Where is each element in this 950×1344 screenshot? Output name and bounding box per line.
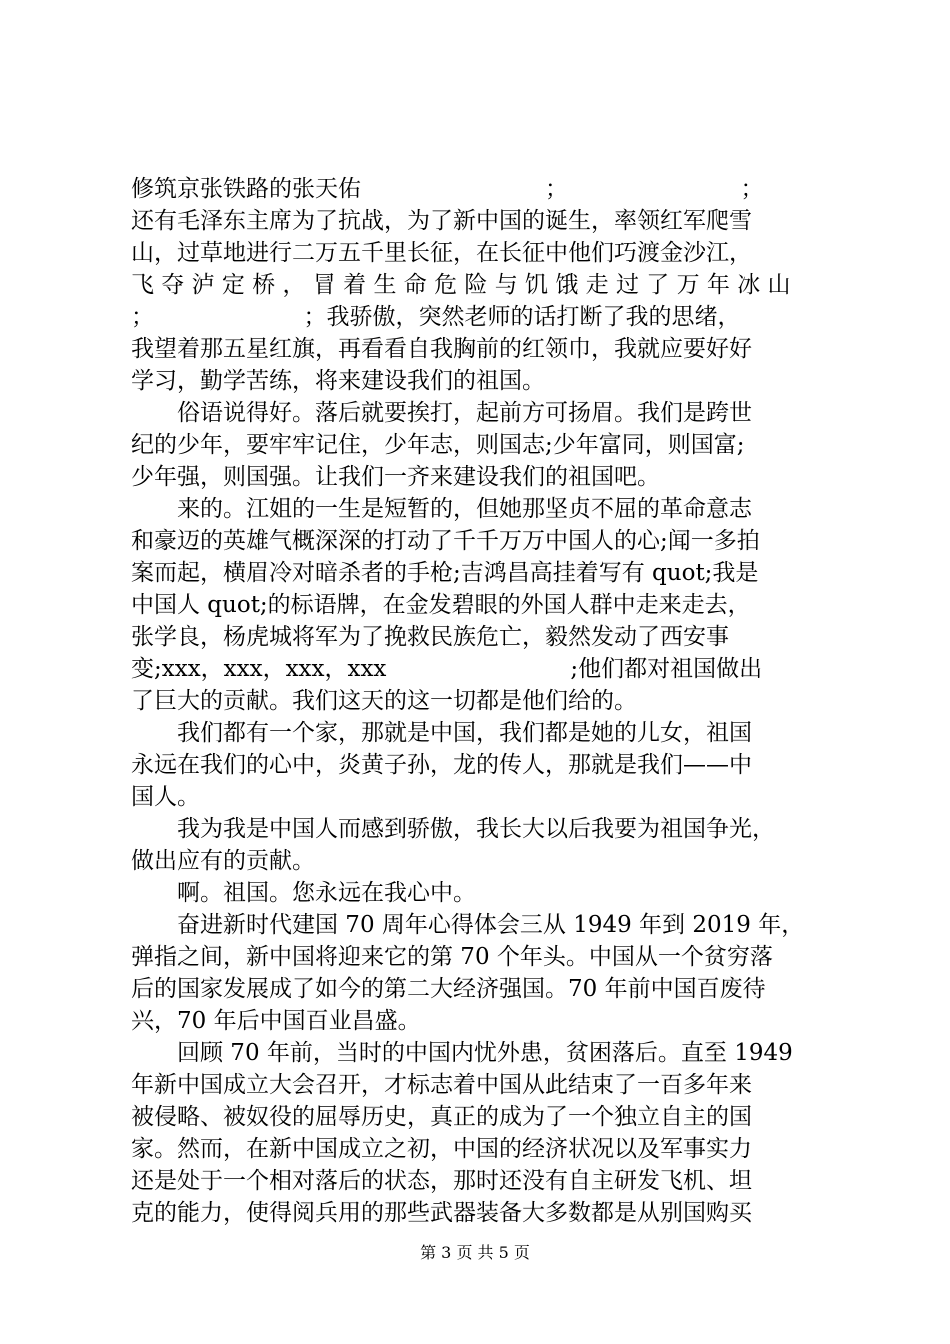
text-line: 飞 夺 泸 定 桥 ， 冒 着 生 命 危 险 与 饥 饿 走 过 了 万 年 冰 山 <box>131 272 791 298</box>
text-line: 被侵略、被奴役的屈辱历史，真正的成为了一个独立自主的国 <box>131 1104 752 1130</box>
text-line: 张学良，杨虎城将军为了挽救民族危亡，毅然发动了西安事 <box>131 624 729 650</box>
text-line: 家。然而，在新中国成立之初，中国的经济状况以及军事实力 <box>131 1136 752 1162</box>
text-line: 少年强，则国强。让我们一齐来建设我们的祖国吧。 <box>131 464 660 490</box>
text-line: 学习，勤学苦练，将来建设我们的祖国。 <box>131 368 545 394</box>
paragraph-first-line: 我为我是中国人而感到骄傲，我长大以后我要为祖国争光， <box>177 816 775 842</box>
text-line: 弹指之间，新中国将迎来它的第 70 个年头。中国从一个贫穷落 <box>131 944 773 970</box>
paragraph-first-line: 奋进新时代建国 70 周年心得体会三从 1949 年到 2019 年， <box>177 912 805 938</box>
text-line: 和豪迈的英雄气概深深的打动了千千万万中国人的心;闻一多拍 <box>131 528 760 554</box>
text-line: 克的能力，使得阅兵用的那些武器装备大多数都是从别国购买 <box>131 1200 752 1226</box>
paragraph-first-line: 俗语说得好。落后就要挨打，起前方可扬眉。我们是跨世 <box>177 400 752 426</box>
text-line: 山，过草地进行二万五千里长征，在长征中他们巧渡金沙江， <box>131 240 752 266</box>
text-line: 纪的少年，要牢牢记住，少年志，则国志;少年富同，则国富; <box>131 432 745 458</box>
text-line: 年新中国成立大会召开，才标志着中国从此结束了一百多年来 <box>131 1072 752 1098</box>
text-line: 兴，70 年后中国百业昌盛。 <box>131 1008 421 1034</box>
text-line: 我望着那五星红旗，再看看自我胸前的红领巾，我就应要好好 <box>131 336 752 362</box>
text-line: 后的国家发展成了如今的第二大经济强国。70 年前中国百废待 <box>131 976 766 1002</box>
text-line: 还是处于一个相对落后的状态，那时还没有自主研发飞机、坦 <box>131 1168 752 1194</box>
text-line: 了巨大的贡献。我们这天的这一切都是他们给的。 <box>131 688 637 714</box>
text-line: 变;xxx，xxx，xxx，xxx ;他们都对祖国做出 <box>131 656 763 682</box>
paragraph-first-line: 回顾 70 年前，当时的中国内忧外患，贫困落后。直至 1949 <box>177 1040 793 1066</box>
paragraph-first-line: 我们都有一个家，那就是中国，我们都是她的儿女，祖国 <box>177 720 752 746</box>
text-line: 做出应有的贡献。 <box>131 848 315 874</box>
text-line: 案而起，横眉冷对暗杀者的手枪;吉鸿昌高挂着写有 quot;我是 <box>131 560 759 586</box>
text-line: 修筑京张铁路的张天佑 ； ； <box>131 176 764 202</box>
text-line: 中国人 quot;的标语牌，在金发碧眼的外国人群中走来走去， <box>131 592 751 618</box>
text-line: 永远在我们的心中，炎黄子孙，龙的传人，那就是我们——中 <box>131 752 752 778</box>
paragraph-first-line: 啊。祖国。您永远在我心中。 <box>177 880 476 906</box>
text-line: 国人。 <box>131 784 200 810</box>
text-line: ； ；我骄傲，突然老师的话打断了我的思绪， <box>131 304 741 330</box>
text-line: 还有毛泽东主席为了抗战，为了新中国的诞生，率领红军爬雪 <box>131 208 752 234</box>
page-number-footer: 第 3 页 共 5 页 <box>420 1243 530 1262</box>
paragraph-first-line: 来的。江姐的一生是短暂的，但她那坚贞不屈的革命意志 <box>177 496 752 522</box>
